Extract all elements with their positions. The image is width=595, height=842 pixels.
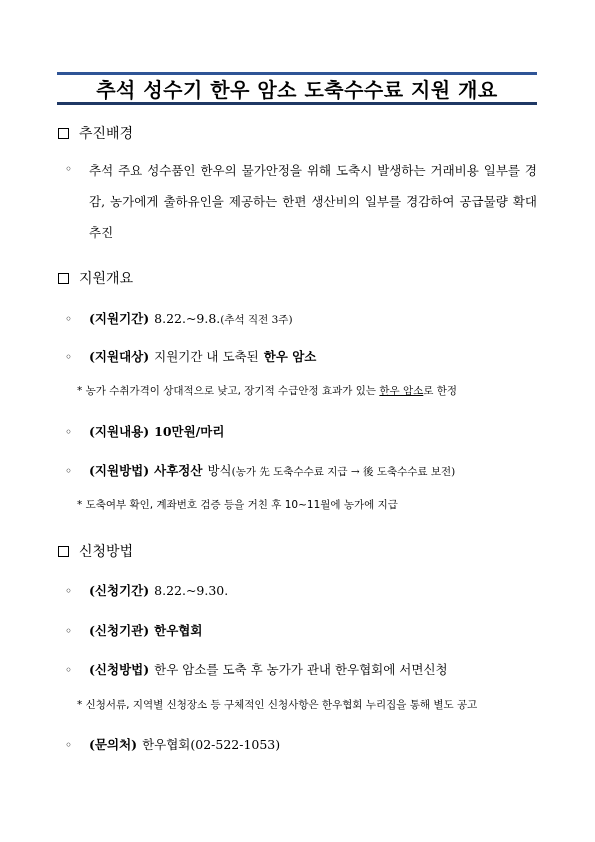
method-value-bold: 사후정산 [154, 463, 203, 478]
method-footnote [77, 497, 398, 512]
circle-bullet-icon: ◦ [65, 350, 73, 364]
section-heading-application [58, 541, 133, 561]
footnote-star: * [77, 699, 83, 711]
overview-content-row [65, 422, 224, 440]
footnote-underline-text: 한우 암소 [379, 385, 424, 397]
background-paragraph: 추석 주요 성수품인 한우의 물가안정을 위해 도축시 발생하는 거래비용 일부를 경감, 농가에게 출하유인을 제공하는 한편 생산비의 일부를 경감하여 공급물량 확대 추진 [89, 163, 537, 240]
period-value: 8.22.~9.8. [154, 311, 221, 326]
circle-bullet-icon: ◦ [65, 624, 73, 638]
app-method-label: (신청방법) [89, 662, 150, 677]
app-method-footnote [77, 697, 477, 712]
contact-value: 한우협회(02-522-1053) [142, 737, 281, 752]
app-period-label: (신청기간) [89, 583, 150, 598]
overview-target-row [65, 347, 316, 365]
period-label: (지원기간) [89, 311, 150, 326]
circle-bullet-icon: ◦ [65, 162, 73, 176]
circle-bullet-icon: ◦ [65, 425, 73, 439]
content-value: 10만원/마리 [154, 424, 225, 439]
page-title: 추석 성수기 한우 암소 도축수수료 지원 개요 [96, 78, 498, 102]
overview-period-row [65, 309, 293, 327]
checkbox-square-icon [58, 273, 69, 284]
section-heading-background [58, 123, 133, 143]
footnote-star: * [77, 499, 83, 511]
contact-label: (문의처) [89, 737, 138, 752]
section-heading-text: 신청방법 [79, 544, 134, 560]
method-label: (지원방법) [89, 463, 150, 478]
method-value-small: (농가 先 도축수수료 지급 → 後 도축수수료 보전) [231, 466, 456, 478]
app-method-value: 한우 암소를 도축 후 농가가 관내 한우협회에 서면신청 [154, 662, 448, 677]
circle-bullet-icon: ◦ [65, 584, 73, 598]
application-method-row [65, 660, 448, 678]
application-agency-row [65, 621, 202, 639]
title-band [57, 72, 537, 105]
footnote-text: 농가 수취가격이 상대적으로 낮고, 장기적 수급안정 효과가 있는 [85, 385, 377, 397]
section-heading-text: 지원개요 [79, 271, 134, 287]
footnote-text-end: 로 한정 [423, 385, 458, 397]
content-label: (지원내용) [89, 424, 150, 439]
footnote-text: 도축여부 확인, 계좌번호 검증 등을 거친 후 10~11월에 농가에 지급 [85, 499, 398, 511]
circle-bullet-icon: ◦ [65, 738, 73, 752]
period-note: (추석 직전 3주) [220, 314, 293, 326]
background-bullet-row [65, 162, 89, 176]
circle-bullet-icon: ◦ [65, 663, 73, 677]
footnote-star: * [77, 385, 83, 397]
checkbox-square-icon [58, 546, 69, 557]
app-period-value: 8.22.~9.30. [154, 583, 229, 598]
application-period-row [65, 581, 228, 599]
overview-method-row [65, 461, 455, 479]
app-agency-value: 한우협회 [154, 623, 203, 638]
target-value: 지원기간 내 도축된 [154, 349, 259, 364]
target-label: (지원대상) [89, 349, 150, 364]
application-contact-row [65, 735, 280, 753]
footnote-text: 신청서류, 지역별 신청장소 등 구체적인 신청사항은 한우협회 누리집을 통해 별도 공고 [85, 699, 478, 711]
section-heading-overview [58, 268, 133, 288]
checkbox-square-icon [58, 128, 69, 139]
section-heading-text: 추진배경 [79, 126, 134, 142]
app-agency-label: (신청기관) [89, 623, 150, 638]
target-footnote [77, 383, 457, 398]
target-value-bold: 한우 암소 [263, 349, 317, 364]
circle-bullet-icon: ◦ [65, 464, 73, 478]
circle-bullet-icon: ◦ [65, 312, 73, 326]
method-value-text: 방식 [207, 463, 232, 478]
